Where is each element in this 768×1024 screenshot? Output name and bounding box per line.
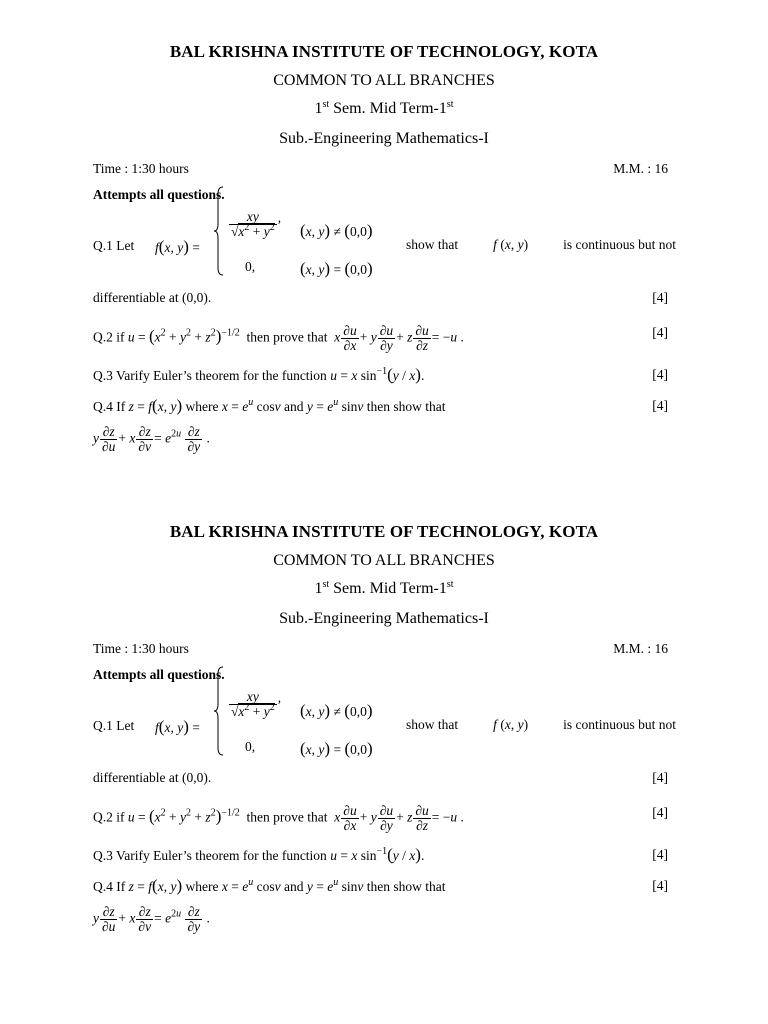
q4-marks: [4] [652,398,668,413]
q1-case2-condition: (x, y) = (0,0) [300,739,373,758]
q1-continuation: differentiable at (0,0). [4] [93,770,668,785]
question-3: Q.3 Varify Euler’s theorem for the function u = x $\sin^{-1}(y / x)$. [4] [93,845,668,864]
instruction: Attempts all questions. [93,187,225,202]
q1-case1-expr: $\frac{xy}{√x^2 + y^2}$ , [231,689,282,719]
time-label: Time : 1:30 hours [93,161,189,176]
q1-function-name: f(x, y) = [155,237,200,256]
semester-line: 1st Sem. Mid Term-1st [314,579,454,597]
q1-function-name: f(x, y) = [155,717,200,736]
q1-case1-condition: (x, y) ≠ (0,0) [300,701,373,720]
q2-marks: [4] [652,325,668,340]
question-3: Q.3 Varify Euler’s theorem for the function u = x $\sin^{-1}(y / x)$. [4] [93,365,668,384]
q1-case2-condition: (x, y) = (0,0) [300,259,373,278]
question-2: Q.2 if $u = (x^2 + y^2 + z^2)^{-1/2}$ then prove that x $\frac{\partial u}{\partial x}$ + y $\frac{\partial u}{\partial y}$ + z $\frac{\partial u}{\partial z}$ = −u . [4] [93,803,668,833]
q3-marks: [4] [652,367,668,382]
question-4: Q.4 If z = f(x, y) where $x = e^u$ cosv and $y = e^u$ sinv then show that [4] [93,396,668,415]
q4-equation: y $\frac{\partial z}{\partial u}$ + x $\frac{\partial z}{\partial v}$ = $e^{2u}$ $\frac{\partial z}{\partial y}$ . [93,424,210,454]
time-row [93,640,668,658]
q4-equation: y $\frac{\partial z}{\partial u}$ + x $\frac{\partial z}{\partial v}$ = $e^{2u}$ $\frac{\partial z}{\partial y}$ . [93,904,210,934]
q1-case1-condition: (x, y) ≠ (0,0) [300,221,373,240]
q2-marks: [4] [652,805,668,820]
q1-case2-expr: 0, [245,739,256,754]
cases-brace [214,186,224,276]
q1-case1-expr: $\frac{xy}{√x^2 + y^2}$ , [231,209,282,239]
max-marks: M.M. : 16 [613,161,668,176]
q1-label: Q.1 Let [93,718,135,733]
institute-title: BAL KRISHNA INSTITUTE OF TECHNOLOGY, KOTA [169,42,599,61]
q1-continuation: differentiable at (0,0). [4] [93,290,668,305]
q1-marks: [4] [652,290,668,305]
max-marks: M.M. : 16 [613,641,668,656]
instruction: Attempts all questions. [93,667,225,682]
q4-marks: [4] [652,878,668,893]
q3-marks: [4] [652,847,668,862]
q1-statement: show that f (x, y) is continuous but not [406,237,676,252]
q1-label: Q.1 Let [93,238,135,253]
question-paper-2 [0,480,768,960]
semester-line: 1st Sem. Mid Term-1st [314,99,454,117]
institute-title: BAL KRISHNA INSTITUTE OF TECHNOLOGY, KOTA [169,522,599,541]
question-2: Q.2 if $u = (x^2 + y^2 + z^2)^{-1/2}$ then prove that x $\frac{\partial u}{\partial x}$ + y $\frac{\partial u}{\partial y}$ + z $\frac{\partial u}{\partial z}$ = −u . [4] [93,323,668,353]
subject-line: Sub.-Engineering Mathematics-I [279,610,489,627]
question-paper-1 [0,0,768,480]
cases-brace [214,666,224,756]
branches-line: COMMON TO ALL BRANCHES [273,72,495,89]
question-4: Q.4 If z = f(x, y) where $x = e^u$ cosv and $y = e^u$ sinv then show that [4] [93,876,668,895]
q1-statement: show that f (x, y) is continuous but not [406,717,676,732]
time-label: Time : 1:30 hours [93,641,189,656]
q1-case2-expr: 0, [245,259,256,274]
branches-line: COMMON TO ALL BRANCHES [273,552,495,569]
time-row [93,160,668,178]
q1-marks: [4] [652,770,668,785]
subject-line: Sub.-Engineering Mathematics-I [279,130,489,147]
